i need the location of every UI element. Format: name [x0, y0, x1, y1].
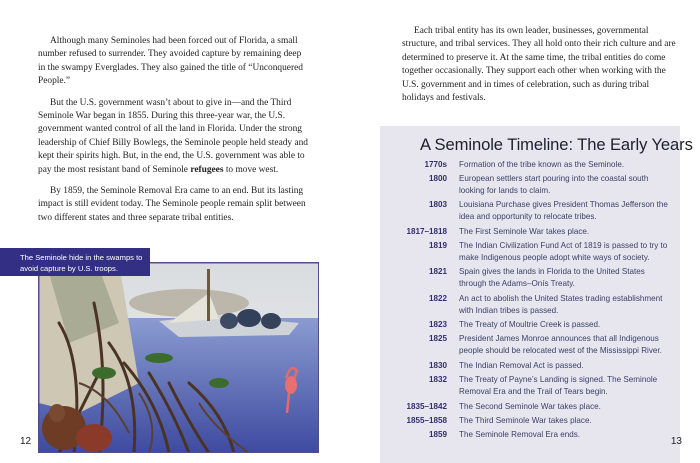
paragraph-1: Although many Seminoles had been forced out of Florida, a small number refused to surrender. They avoided capture by remaining deep in the swampy Everglades. They also gained the title of “Unconquered People.” — [38, 36, 303, 87]
timeline-text: European settlers start pouring into the coastal south looking for lands to claim. — [459, 174, 649, 195]
paragraph-right: Each tribal entity has its own leader, businesses, governmental structure, and tribal services. They all hold onto their rich culture and are determined to preserve it. At the same time, the tribal entities do come together occasionally. They support each other when working with the U.S. government and in times of celebration, such as during tribal holidays and festivals. — [402, 26, 676, 104]
paragraph-2 — [38, 97, 310, 177]
timeline-text: Spain gives the lands in Florida to the United States through the Adams–Onís Treaty. — [459, 267, 645, 288]
timeline-text: The Seminole Removal Era ends. — [459, 430, 581, 439]
timeline-text: The Indian Removal Act is passed. — [459, 361, 584, 370]
timeline-year: 1819 — [428, 241, 447, 250]
timeline-year: 1825 — [428, 334, 447, 343]
page-number-right: 13 — [670, 436, 682, 447]
timeline-text: The First Seminole War takes place. — [459, 227, 590, 236]
timeline-year: 1823 — [428, 320, 447, 329]
timeline-text: The Indian Civilization Fund Act of 1819 is passed to try to make Indigenous people adopt white ways of society. — [459, 241, 668, 262]
timeline-text: Formation of the tribe known as the Seminole. — [459, 160, 625, 169]
timeline-year: 1832 — [428, 375, 447, 384]
right-body-text — [402, 25, 680, 105]
left-body-text — [38, 35, 310, 233]
paragraph-2-text: But the U.S. government wasn’t about to give in—and the Third Seminole War began in 1855. During this three-year war, the U.S. government wanted control of all the land in Florida. Under the strong leadership of Chief Billy Bowlegs, the Seminole people held steady and kept their spirits high. But, in the end, the U.S. government was able to pay the most resistant band of Seminole — [38, 97, 308, 175]
keyword-refugees: refugees — [190, 164, 224, 175]
image-caption: The Seminole hide in the swamps to avoid capture by U.S. troops. — [0, 248, 150, 276]
timeline-year: 1830 — [428, 361, 447, 370]
timeline-year: 1821 — [428, 267, 447, 276]
timeline-year: 1803 — [428, 200, 447, 209]
timeline-year: 1855–1858 — [406, 416, 447, 425]
timeline-title: A Seminole Timeline: The Early Years — [420, 135, 693, 154]
timeline-text: Louisiana Purchase gives President Thomas Jefferson the idea and opportunity to relocate tribes. — [459, 200, 668, 221]
timeline-year: 1859 — [428, 430, 447, 439]
timeline-year: 1770s — [424, 160, 447, 169]
timeline-text: The Third Seminole War takes place. — [459, 416, 592, 425]
paragraph-2-after: to move west. — [223, 164, 279, 175]
timeline-text: The Treaty of Payne’s Landing is signed. The Seminole Removal Era and the Trail of Tears begin. — [459, 375, 658, 396]
paragraph-3: By 1859, the Seminole Removal Era came to an end. But its lasting impact is still evident today. The Seminole people remain split between two different states and three separate tribal entities. — [38, 186, 306, 223]
page-number-left: 12 — [20, 436, 32, 447]
timeline-text: President James Monroe announces that all Indigenous people should be relocated west of the Mississippi River. — [459, 334, 662, 355]
timeline-text: The Treaty of Moultrie Creek is passed. — [459, 320, 601, 329]
timeline-year: 1835–1842 — [406, 402, 447, 411]
swamp-painting — [38, 262, 319, 453]
timeline-text: An act to abolish the United States trading establishment with Indian tribes is passed. — [459, 294, 663, 315]
timeline-year: 1817–1818 — [406, 227, 447, 236]
timeline-year: 1822 — [428, 294, 447, 303]
timeline-text: The Second Seminole War takes place. — [459, 402, 601, 411]
timeline-year: 1800 — [428, 174, 447, 183]
